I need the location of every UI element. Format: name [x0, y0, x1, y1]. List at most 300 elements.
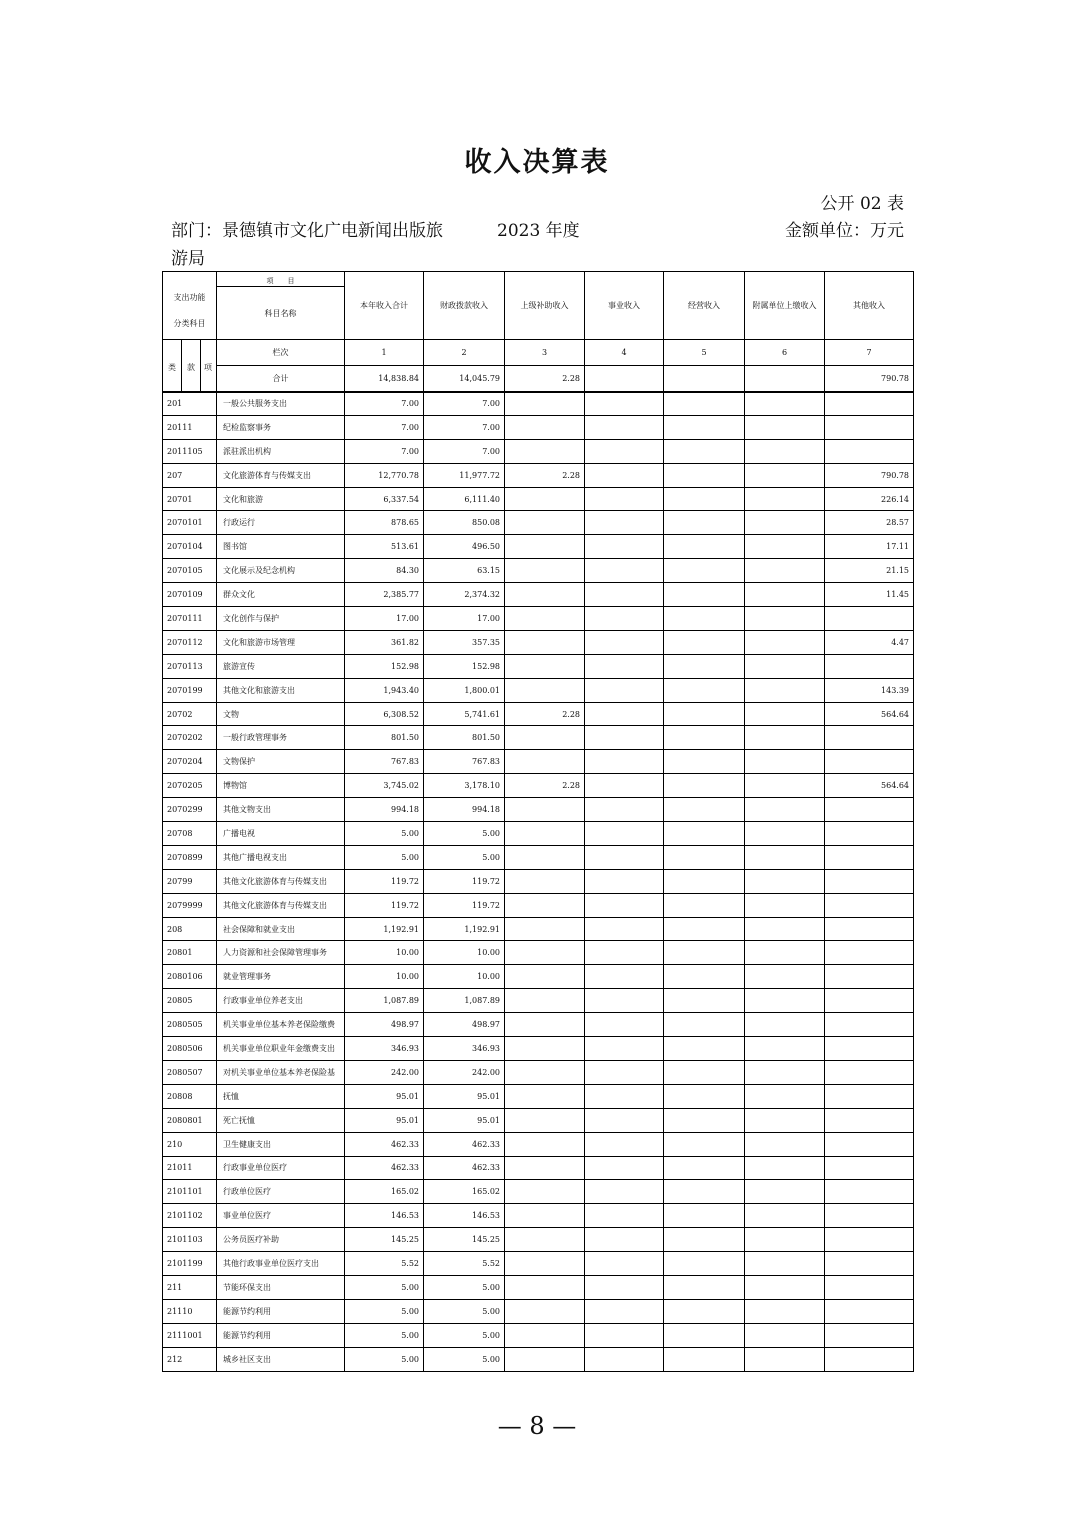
cell-other-income — [825, 1299, 914, 1323]
cell-superior-subsidy — [505, 559, 585, 583]
cell-fiscal-appropriation: 850.08 — [424, 511, 505, 535]
cell-business-income — [585, 1323, 664, 1347]
cell-total-income: 119.72 — [345, 893, 424, 917]
subject-name: 公务员医疗补助 — [217, 1228, 345, 1252]
subject-name: 能源节约利用 — [217, 1299, 345, 1323]
cell-superior-subsidy — [505, 1037, 585, 1061]
col-num-2: 2 — [424, 340, 505, 366]
subject-code: 2070199 — [163, 678, 217, 702]
cell-total-income: 361.82 — [345, 630, 424, 654]
cell-fiscal-appropriation: 7.00 — [424, 439, 505, 463]
subject-name: 其他行政事业单位医疗支出 — [217, 1252, 345, 1276]
table-row — [163, 1204, 914, 1228]
col-num-7: 7 — [825, 340, 914, 366]
cell-affiliated-income — [745, 845, 825, 869]
subject-code: 2070112 — [163, 630, 217, 654]
cell-other-income: 564.64 — [825, 702, 914, 726]
cell-fiscal-appropriation: 1,087.89 — [424, 989, 505, 1013]
cell-superior-subsidy — [505, 439, 585, 463]
cell-superior-subsidy — [505, 535, 585, 559]
subject-code: 21110 — [163, 1299, 217, 1323]
cell-operating-income — [664, 726, 745, 750]
lanci-header: 栏次 — [217, 340, 345, 366]
cell-affiliated-income — [745, 607, 825, 631]
subject-name: 卫生健康支出 — [217, 1132, 345, 1156]
col-header-7: 其他收入 — [825, 272, 914, 340]
cell-fiscal-appropriation: 5.00 — [424, 845, 505, 869]
cell-other-income — [825, 1156, 914, 1180]
cell-operating-income — [664, 654, 745, 678]
cell-total-income: 2,385.77 — [345, 583, 424, 607]
cell-total-income: 801.50 — [345, 726, 424, 750]
cell-other-income: 4.47 — [825, 630, 914, 654]
subject-name: 其他文化和旅游支出 — [217, 678, 345, 702]
table-row — [163, 678, 914, 702]
subject-code: 20799 — [163, 869, 217, 893]
subject-name: 抚恤 — [217, 1084, 345, 1108]
cell-fiscal-appropriation: 5.00 — [424, 822, 505, 846]
cell-operating-income — [664, 1037, 745, 1061]
cell-business-income — [585, 511, 664, 535]
cell-other-income: 17.11 — [825, 535, 914, 559]
cell-affiliated-income — [745, 487, 825, 511]
subject-code: 20708 — [163, 822, 217, 846]
cell-operating-income — [664, 630, 745, 654]
cell-affiliated-income — [745, 1252, 825, 1276]
cell-affiliated-income — [745, 822, 825, 846]
cell-fiscal-appropriation: 1,192.91 — [424, 917, 505, 941]
page-number: — 8 — — [497, 1412, 577, 1440]
subject-code: 201 — [163, 392, 217, 416]
cell-business-income — [585, 750, 664, 774]
subject-name: 其他广播电视支出 — [217, 845, 345, 869]
cell-affiliated-income — [745, 1156, 825, 1180]
cell-operating-income — [664, 941, 745, 965]
cell-other-income — [825, 869, 914, 893]
cell-business-income — [585, 822, 664, 846]
total-c4 — [585, 366, 664, 392]
total-c1: 14,838.84 — [345, 366, 424, 392]
cell-business-income — [585, 893, 664, 917]
cell-superior-subsidy — [505, 1299, 585, 1323]
cell-total-income: 10.00 — [345, 965, 424, 989]
department-label: 部门：景德镇市文化广电新闻出版旅游局 — [171, 221, 443, 269]
cell-business-income — [585, 1299, 664, 1323]
col-num-6: 6 — [745, 340, 825, 366]
subject-code: 2080506 — [163, 1037, 217, 1061]
cell-operating-income — [664, 1347, 745, 1371]
subject-code: 212 — [163, 1347, 217, 1371]
cell-fiscal-appropriation: 10.00 — [424, 965, 505, 989]
cell-operating-income — [664, 845, 745, 869]
table-row — [163, 1275, 914, 1299]
subject-code: 2070113 — [163, 654, 217, 678]
cell-fiscal-appropriation: 5.00 — [424, 1299, 505, 1323]
cell-other-income — [825, 607, 914, 631]
subject-name: 其他文物支出 — [217, 798, 345, 822]
cell-superior-subsidy — [505, 1275, 585, 1299]
cell-affiliated-income — [745, 678, 825, 702]
subject-name: 一般行政管理事务 — [217, 726, 345, 750]
cell-other-income — [825, 1252, 914, 1276]
subject-name: 文化和旅游 — [217, 487, 345, 511]
cell-business-income — [585, 1084, 664, 1108]
subject-code: 211 — [163, 1275, 217, 1299]
subject-name: 文化展示及纪念机构 — [217, 559, 345, 583]
cell-operating-income — [664, 965, 745, 989]
cell-fiscal-appropriation: 6,111.40 — [424, 487, 505, 511]
cell-other-income — [825, 941, 914, 965]
cell-other-income — [825, 1132, 914, 1156]
subject-name: 文化创作与保护 — [217, 607, 345, 631]
cell-other-income: 21.15 — [825, 559, 914, 583]
cell-total-income: 3,745.02 — [345, 774, 424, 798]
subject-code: 2111001 — [163, 1323, 217, 1347]
cell-fiscal-appropriation: 462.33 — [424, 1156, 505, 1180]
cell-other-income — [825, 965, 914, 989]
cell-business-income — [585, 917, 664, 941]
cell-affiliated-income — [745, 1180, 825, 1204]
cell-other-income: 790.78 — [825, 463, 914, 487]
cell-superior-subsidy — [505, 1252, 585, 1276]
cell-other-income — [825, 1060, 914, 1084]
cell-superior-subsidy — [505, 798, 585, 822]
cell-fiscal-appropriation: 2,374.32 — [424, 583, 505, 607]
cell-superior-subsidy — [505, 726, 585, 750]
cell-superior-subsidy — [505, 822, 585, 846]
subject-code: 2070109 — [163, 583, 217, 607]
cell-business-income — [585, 965, 664, 989]
total-label: 合计 — [217, 366, 345, 392]
cell-total-income: 7.00 — [345, 415, 424, 439]
subject-name: 博物馆 — [217, 774, 345, 798]
subject-code: 2079999 — [163, 893, 217, 917]
subject-name-header: 项 目 科目名称 — [217, 272, 345, 340]
subject-name: 社会保障和就业支出 — [217, 917, 345, 941]
cell-superior-subsidy — [505, 1013, 585, 1037]
cell-fiscal-appropriation: 11,977.72 — [424, 463, 505, 487]
cell-operating-income — [664, 1323, 745, 1347]
cell-affiliated-income — [745, 1347, 825, 1371]
cell-fiscal-appropriation: 165.02 — [424, 1180, 505, 1204]
cell-fiscal-appropriation: 801.50 — [424, 726, 505, 750]
cell-operating-income — [664, 822, 745, 846]
table-row — [163, 1156, 914, 1180]
table-row — [163, 511, 914, 535]
cell-affiliated-income — [745, 941, 825, 965]
cell-business-income — [585, 1060, 664, 1084]
cell-total-income: 84.30 — [345, 559, 424, 583]
cell-total-income: 95.01 — [345, 1084, 424, 1108]
cell-business-income — [585, 1180, 664, 1204]
col-header-4: 事业收入 — [585, 272, 664, 340]
cell-affiliated-income — [745, 535, 825, 559]
cell-affiliated-income — [745, 1204, 825, 1228]
cell-operating-income — [664, 607, 745, 631]
cell-superior-subsidy — [505, 917, 585, 941]
cell-other-income — [825, 1204, 914, 1228]
subject-name: 一般公共服务支出 — [217, 392, 345, 416]
cell-affiliated-income — [745, 1132, 825, 1156]
table-row — [163, 463, 914, 487]
subject-code: 21011 — [163, 1156, 217, 1180]
cell-business-income — [585, 702, 664, 726]
subject-name: 行政运行 — [217, 511, 345, 535]
subject-name: 旅游宣传 — [217, 654, 345, 678]
cell-superior-subsidy — [505, 750, 585, 774]
cell-other-income — [825, 845, 914, 869]
cell-other-income — [825, 1347, 914, 1371]
cell-affiliated-income — [745, 583, 825, 607]
cell-operating-income — [664, 917, 745, 941]
cell-total-income: 513.61 — [345, 535, 424, 559]
table-row — [163, 1084, 914, 1108]
subject-code: 2070299 — [163, 798, 217, 822]
cell-total-income: 1,087.89 — [345, 989, 424, 1013]
table-row — [163, 535, 914, 559]
cell-superior-subsidy: 2.28 — [505, 774, 585, 798]
cell-other-income — [825, 415, 914, 439]
cell-total-income: 10.00 — [345, 941, 424, 965]
cell-total-income: 152.98 — [345, 654, 424, 678]
total-c6 — [745, 366, 825, 392]
cell-total-income: 767.83 — [345, 750, 424, 774]
cell-other-income — [825, 798, 914, 822]
table-row — [163, 1060, 914, 1084]
cell-total-income: 5.52 — [345, 1252, 424, 1276]
col-header-6: 附属单位上缴收入 — [745, 272, 825, 340]
cell-fiscal-appropriation: 145.25 — [424, 1228, 505, 1252]
cell-fiscal-appropriation: 357.35 — [424, 630, 505, 654]
income-table — [162, 271, 914, 1372]
subject-code: 2070111 — [163, 607, 217, 631]
cell-fiscal-appropriation: 119.72 — [424, 869, 505, 893]
cell-superior-subsidy — [505, 1156, 585, 1180]
cell-total-income: 7.00 — [345, 392, 424, 416]
cell-total-income: 346.93 — [345, 1037, 424, 1061]
cell-business-income — [585, 607, 664, 631]
cell-superior-subsidy — [505, 893, 585, 917]
cell-operating-income — [664, 1228, 745, 1252]
cell-affiliated-income — [745, 463, 825, 487]
xiang-header: 项 — [201, 340, 217, 392]
cell-total-income: 462.33 — [345, 1132, 424, 1156]
table-row — [163, 654, 914, 678]
cell-total-income: 5.00 — [345, 1299, 424, 1323]
subject-name: 节能环保支出 — [217, 1275, 345, 1299]
cell-operating-income — [664, 1156, 745, 1180]
table-row — [163, 750, 914, 774]
subject-name: 行政单位医疗 — [217, 1180, 345, 1204]
table-row — [163, 989, 914, 1013]
subject-name: 文物 — [217, 702, 345, 726]
cell-superior-subsidy — [505, 511, 585, 535]
subject-name: 纪检监察事务 — [217, 415, 345, 439]
cell-operating-income — [664, 1132, 745, 1156]
cell-total-income: 5.00 — [345, 845, 424, 869]
cell-operating-income — [664, 989, 745, 1013]
cell-affiliated-income — [745, 439, 825, 463]
cell-business-income — [585, 989, 664, 1013]
cell-affiliated-income — [745, 1299, 825, 1323]
cell-superior-subsidy — [505, 654, 585, 678]
cell-superior-subsidy — [505, 1347, 585, 1371]
cell-superior-subsidy — [505, 965, 585, 989]
cell-other-income — [825, 1275, 914, 1299]
cell-business-income — [585, 869, 664, 893]
cell-total-income: 7.00 — [345, 439, 424, 463]
cell-total-income: 878.65 — [345, 511, 424, 535]
cell-total-income: 6,337.54 — [345, 487, 424, 511]
cell-affiliated-income — [745, 630, 825, 654]
cell-business-income — [585, 1228, 664, 1252]
cell-operating-income — [664, 1013, 745, 1037]
cell-superior-subsidy — [505, 607, 585, 631]
cell-business-income — [585, 1275, 664, 1299]
table-row — [163, 702, 914, 726]
total-c3: 2.28 — [505, 366, 585, 392]
cell-affiliated-income — [745, 917, 825, 941]
table-row — [163, 1228, 914, 1252]
cell-operating-income — [664, 678, 745, 702]
col-num-4: 4 — [585, 340, 664, 366]
cell-fiscal-appropriation: 1,800.01 — [424, 678, 505, 702]
subject-name: 能源节约利用 — [217, 1323, 345, 1347]
col-num-3: 3 — [505, 340, 585, 366]
cell-affiliated-income — [745, 965, 825, 989]
table-row — [163, 726, 914, 750]
cell-other-income — [825, 1228, 914, 1252]
cell-fiscal-appropriation: 95.01 — [424, 1108, 505, 1132]
cell-superior-subsidy — [505, 1180, 585, 1204]
subject-name: 派驻派出机构 — [217, 439, 345, 463]
subject-name: 就业管理事务 — [217, 965, 345, 989]
cell-superior-subsidy: 2.28 — [505, 702, 585, 726]
cell-operating-income — [664, 1084, 745, 1108]
cell-other-income — [825, 750, 914, 774]
cell-total-income: 12,770.78 — [345, 463, 424, 487]
subject-code: 2080505 — [163, 1013, 217, 1037]
cell-business-income — [585, 1204, 664, 1228]
subject-code: 2080507 — [163, 1060, 217, 1084]
cell-business-income — [585, 630, 664, 654]
table-row — [163, 822, 914, 846]
subject-code: 20702 — [163, 702, 217, 726]
cell-other-income — [825, 917, 914, 941]
cell-total-income: 1,943.40 — [345, 678, 424, 702]
table-row — [163, 1037, 914, 1061]
subject-name: 机关事业单位基本养老保险缴费 — [217, 1013, 345, 1037]
cell-superior-subsidy — [505, 989, 585, 1013]
cell-fiscal-appropriation: 63.15 — [424, 559, 505, 583]
cell-superior-subsidy — [505, 1084, 585, 1108]
cell-business-income — [585, 1156, 664, 1180]
subject-code: 2070202 — [163, 726, 217, 750]
table-row — [163, 798, 914, 822]
cell-business-income — [585, 774, 664, 798]
cell-operating-income — [664, 893, 745, 917]
subject-code: 207 — [163, 463, 217, 487]
cell-business-income — [585, 845, 664, 869]
col-header-1: 本年收入合计 — [345, 272, 424, 340]
cell-business-income — [585, 726, 664, 750]
cell-other-income — [825, 654, 914, 678]
cell-other-income — [825, 1108, 914, 1132]
subject-code: 2070104 — [163, 535, 217, 559]
cell-superior-subsidy — [505, 630, 585, 654]
cell-business-income — [585, 439, 664, 463]
table-row — [163, 893, 914, 917]
cell-operating-income — [664, 869, 745, 893]
cell-affiliated-income — [745, 750, 825, 774]
cell-other-income — [825, 1323, 914, 1347]
cell-fiscal-appropriation: 17.00 — [424, 607, 505, 631]
subject-code: 208 — [163, 917, 217, 941]
subject-code: 2070204 — [163, 750, 217, 774]
cell-other-income: 226.14 — [825, 487, 914, 511]
cell-operating-income — [664, 1252, 745, 1276]
table-row — [163, 917, 914, 941]
table-row — [163, 1347, 914, 1371]
cell-other-income: 28.57 — [825, 511, 914, 535]
cell-fiscal-appropriation: 5,741.61 — [424, 702, 505, 726]
col-header-5: 经营收入 — [664, 272, 745, 340]
cell-superior-subsidy — [505, 941, 585, 965]
cell-total-income: 165.02 — [345, 1180, 424, 1204]
subject-name: 文化和旅游市场管理 — [217, 630, 345, 654]
cell-superior-subsidy: 2.28 — [505, 463, 585, 487]
cell-superior-subsidy — [505, 1060, 585, 1084]
cell-affiliated-income — [745, 893, 825, 917]
cell-other-income — [825, 1180, 914, 1204]
table-row — [163, 1013, 914, 1037]
cell-operating-income — [664, 392, 745, 416]
cell-affiliated-income — [745, 989, 825, 1013]
page-title: 收入决算表 — [464, 147, 610, 178]
subject-name: 图书馆 — [217, 535, 345, 559]
cell-total-income: 17.00 — [345, 607, 424, 631]
cell-operating-income — [664, 583, 745, 607]
table-row — [163, 1180, 914, 1204]
table-row — [163, 559, 914, 583]
subject-code: 2101102 — [163, 1204, 217, 1228]
cell-other-income — [825, 392, 914, 416]
cell-total-income: 1,192.91 — [345, 917, 424, 941]
cell-fiscal-appropriation: 5.00 — [424, 1275, 505, 1299]
cell-operating-income — [664, 1108, 745, 1132]
table-row — [163, 1299, 914, 1323]
cell-affiliated-income — [745, 726, 825, 750]
cell-business-income — [585, 535, 664, 559]
cell-other-income — [825, 1037, 914, 1061]
cell-fiscal-appropriation: 10.00 — [424, 941, 505, 965]
cell-business-income — [585, 463, 664, 487]
cell-affiliated-income — [745, 1108, 825, 1132]
cell-fiscal-appropriation: 5.00 — [424, 1347, 505, 1371]
cell-fiscal-appropriation: 5.52 — [424, 1252, 505, 1276]
cell-fiscal-appropriation: 95.01 — [424, 1084, 505, 1108]
table-row — [163, 392, 914, 416]
total-c5 — [664, 366, 745, 392]
cell-business-income — [585, 1013, 664, 1037]
table-row — [163, 1108, 914, 1132]
cell-business-income — [585, 1132, 664, 1156]
cell-other-income: 143.39 — [825, 678, 914, 702]
cell-affiliated-income — [745, 415, 825, 439]
cell-total-income: 6,308.52 — [345, 702, 424, 726]
cell-total-income: 462.33 — [345, 1156, 424, 1180]
cell-total-income: 5.00 — [345, 1323, 424, 1347]
